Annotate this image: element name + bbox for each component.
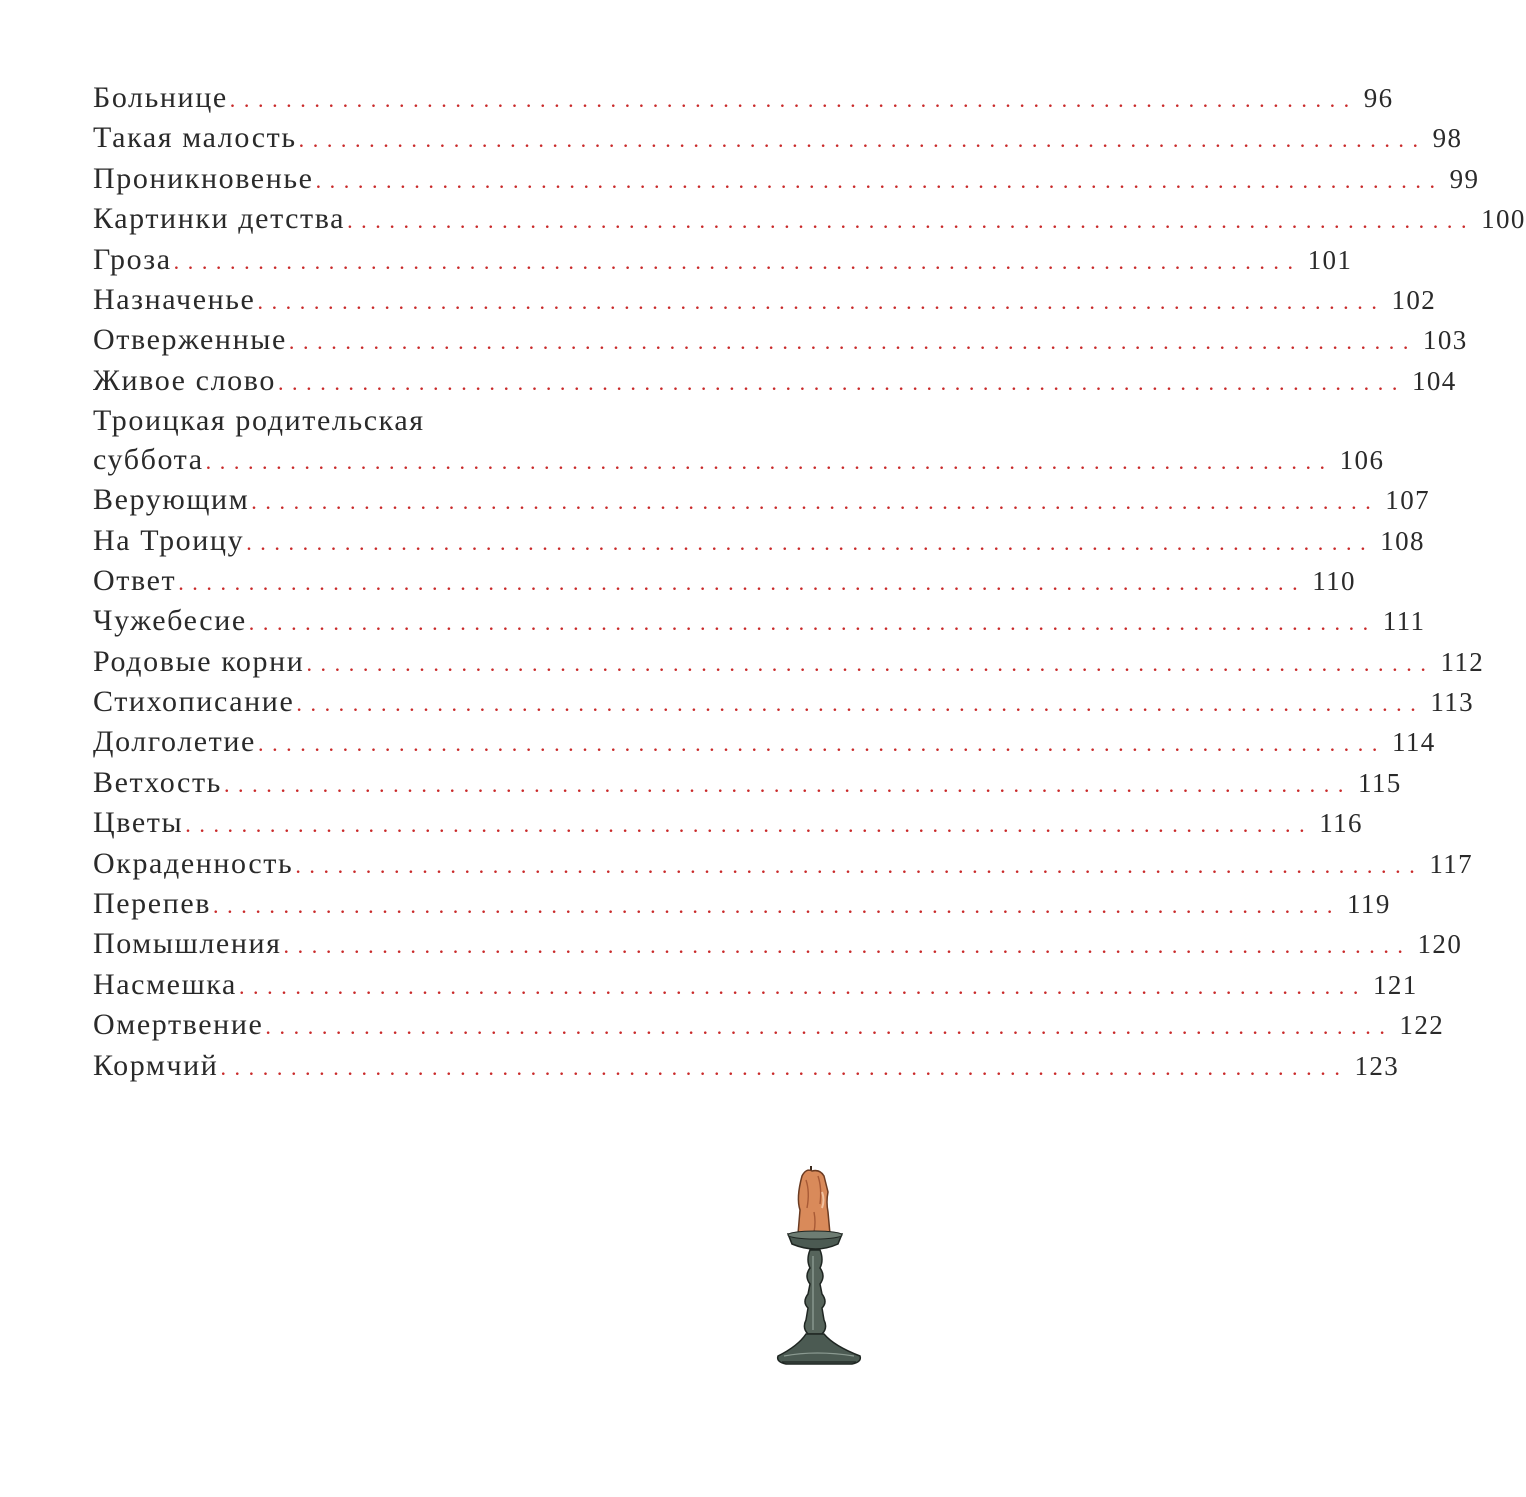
- toc-entry-title: Ветхость: [93, 765, 222, 799]
- toc-entry: [93, 199, 1526, 239]
- toc-entry: [93, 924, 1463, 964]
- toc-entry-page-number: 104: [1411, 365, 1457, 396]
- dot-leader: ................................................................................: [173, 248, 1302, 274]
- toc-entry-page-number: 115: [1357, 767, 1402, 798]
- toc-entry-page-number: 110: [1312, 565, 1356, 596]
- toc-entry-title: Назначенье: [93, 282, 256, 316]
- toc-entry-row: [93, 722, 1436, 762]
- dot-leader: ................................................................................: [257, 288, 1386, 314]
- toc-entry-row: [93, 763, 1402, 803]
- toc-entry-row: [93, 1046, 1400, 1086]
- toc-entry-title: Верующим: [93, 483, 250, 517]
- toc-entry: [93, 722, 1436, 762]
- toc-entry-page-number: 99: [1449, 163, 1480, 194]
- toc-entry-page-number: 120: [1417, 929, 1463, 960]
- toc-entry-page-number: 102: [1391, 284, 1437, 315]
- dot-leader: ................................................................................: [223, 771, 1352, 797]
- toc-entry-page-number: 108: [1380, 525, 1425, 556]
- toc-entry-row: [93, 561, 1356, 601]
- dot-leader: ................................................................................: [229, 87, 1358, 112]
- toc-entry-row: [93, 280, 1437, 320]
- toc-entry-title: суббота: [93, 442, 204, 476]
- toc-entry: [93, 884, 1391, 924]
- toc-entry: [93, 844, 1474, 884]
- dot-leader: ................................................................................: [205, 448, 1334, 474]
- dot-leader: ................................................................................: [248, 610, 1377, 636]
- toc-entry: [93, 601, 1426, 641]
- toc-entry-row: [93, 844, 1474, 884]
- toc-entry-page-number: 113: [1430, 687, 1475, 718]
- dot-leader: ................................................................................: [246, 529, 1375, 555]
- toc-entry-page-number: 96: [1363, 83, 1394, 113]
- toc-entry-title: Окраденность: [93, 846, 294, 880]
- toc-entry-title: Отверженные: [93, 323, 287, 357]
- toc-entry-page-number: 116: [1319, 808, 1363, 839]
- toc-entry-row: [93, 159, 1480, 199]
- toc-entry: [93, 78, 1394, 118]
- dot-leader: ................................................................................: [283, 933, 1412, 959]
- toc-entry: [93, 118, 1463, 158]
- toc-entry: [93, 642, 1485, 682]
- toc-entry: [93, 240, 1353, 280]
- toc-entry-row: [93, 78, 1394, 118]
- dot-leader: ................................................................................: [306, 650, 1435, 676]
- toc-entry-page-number: 117: [1429, 848, 1474, 879]
- toc-entry-title: Кормчий: [93, 1048, 219, 1082]
- toc-entry-title: Гроза: [93, 242, 172, 276]
- dot-leader: ................................................................................: [185, 812, 1314, 838]
- toc-entry-title: На Троицу: [93, 523, 245, 557]
- toc-entry-title: Омертвение: [93, 1008, 264, 1042]
- dot-leader: ................................................................................: [296, 691, 1425, 717]
- toc-entry: [93, 803, 1363, 843]
- toc-entry-title: Живое слово: [93, 363, 276, 397]
- toc-entry: [93, 682, 1475, 722]
- dot-leader: ................................................................................: [213, 893, 1342, 919]
- toc-entry: [93, 763, 1402, 803]
- dot-leader: ................................................................................: [298, 127, 1427, 153]
- toc-entry-page-number: 101: [1307, 244, 1353, 275]
- toc-entry-row: [93, 521, 1425, 561]
- toc-entry-page-number: 119: [1347, 889, 1391, 920]
- toc-entry-row: [93, 884, 1391, 924]
- toc-entry: [93, 361, 1457, 401]
- toc-entry-title-line1: Троицкая родительская: [93, 404, 425, 438]
- toc-entry-page-number: 106: [1339, 444, 1385, 475]
- toc-entry-title: Такая малость: [93, 121, 297, 155]
- toc-entry-title: Долголетие: [93, 725, 256, 759]
- toc-entry-page-number: 123: [1354, 1050, 1400, 1081]
- toc-entry-title: Больнице: [93, 81, 228, 114]
- dot-leader: ................................................................................: [257, 731, 1386, 757]
- toc-entry: [93, 1005, 1445, 1045]
- toc-entry-title: Картинки детства: [93, 202, 346, 236]
- toc-entry-page-number: 107: [1385, 485, 1430, 516]
- toc-entry: [93, 320, 1468, 360]
- toc-entry: [93, 1046, 1400, 1086]
- toc-entry-row: [93, 924, 1463, 964]
- toc-entry-row: [93, 803, 1363, 843]
- toc-entry-row: [93, 682, 1475, 722]
- toc-entry-title: Ответ: [93, 563, 177, 597]
- toc-entry-title: Родовые корни: [93, 644, 305, 678]
- toc-entry-row: [93, 480, 1430, 520]
- candle-icon: [776, 1162, 862, 1374]
- toc-entry-page-number: 111: [1382, 606, 1426, 637]
- toc-entry: [93, 521, 1425, 561]
- toc-entry-title: Проникновенье: [93, 161, 314, 195]
- toc-entry-title: Помышления: [93, 927, 282, 961]
- dot-leader: ................................................................................: [315, 167, 1444, 193]
- toc-entry: [93, 480, 1430, 520]
- toc-entry-page-number: 112: [1440, 646, 1485, 677]
- toc-entry-page-number: 103: [1422, 325, 1468, 356]
- toc-entry-row: [93, 440, 1385, 480]
- toc-entry-row: [93, 601, 1426, 641]
- dot-leader: ................................................................................: [347, 208, 1476, 234]
- toc-entry-row: [93, 361, 1457, 401]
- toc-entry-row: [93, 642, 1485, 682]
- toc-entry-row: [93, 199, 1526, 239]
- dot-leader: ................................................................................: [178, 569, 1307, 595]
- table-of-contents: [93, 78, 1526, 1086]
- toc-entry-page-number: 100: [1481, 204, 1526, 235]
- toc-entry-row: [93, 1005, 1445, 1045]
- toc-entry-row: [93, 118, 1463, 158]
- dot-leader: ................................................................................: [288, 329, 1417, 355]
- toc-entry-title: Стихописание: [93, 685, 295, 719]
- dot-leader: ................................................................................: [251, 489, 1380, 515]
- toc-entry-title: Цветы: [93, 806, 184, 840]
- toc-entry: [93, 561, 1356, 601]
- toc-entry-page-number: 122: [1399, 1010, 1445, 1041]
- toc-entry-row: [93, 320, 1468, 360]
- toc-entry: [93, 159, 1480, 199]
- toc-entry: [93, 280, 1437, 320]
- toc-entry-row: [93, 240, 1353, 280]
- toc-entry-row: [93, 965, 1418, 1005]
- toc-entry-page-number: 121: [1372, 969, 1418, 1000]
- toc-entry-title: Перепев: [93, 887, 212, 921]
- toc-entry: [93, 965, 1418, 1005]
- dot-leader: ................................................................................: [220, 1054, 1349, 1080]
- toc-entry-page-number: 98: [1432, 123, 1463, 154]
- dot-leader: ................................................................................: [265, 1014, 1394, 1040]
- toc-entry-title: Насмешка: [93, 967, 237, 1001]
- dot-leader: ................................................................................: [277, 369, 1406, 395]
- toc-entry-title: Чужебесие: [93, 604, 247, 638]
- dot-leader: ................................................................................: [238, 973, 1367, 999]
- toc-entry-page-number: 114: [1391, 727, 1436, 758]
- dot-leader: ................................................................................: [295, 852, 1424, 878]
- toc-entry: [93, 401, 1385, 480]
